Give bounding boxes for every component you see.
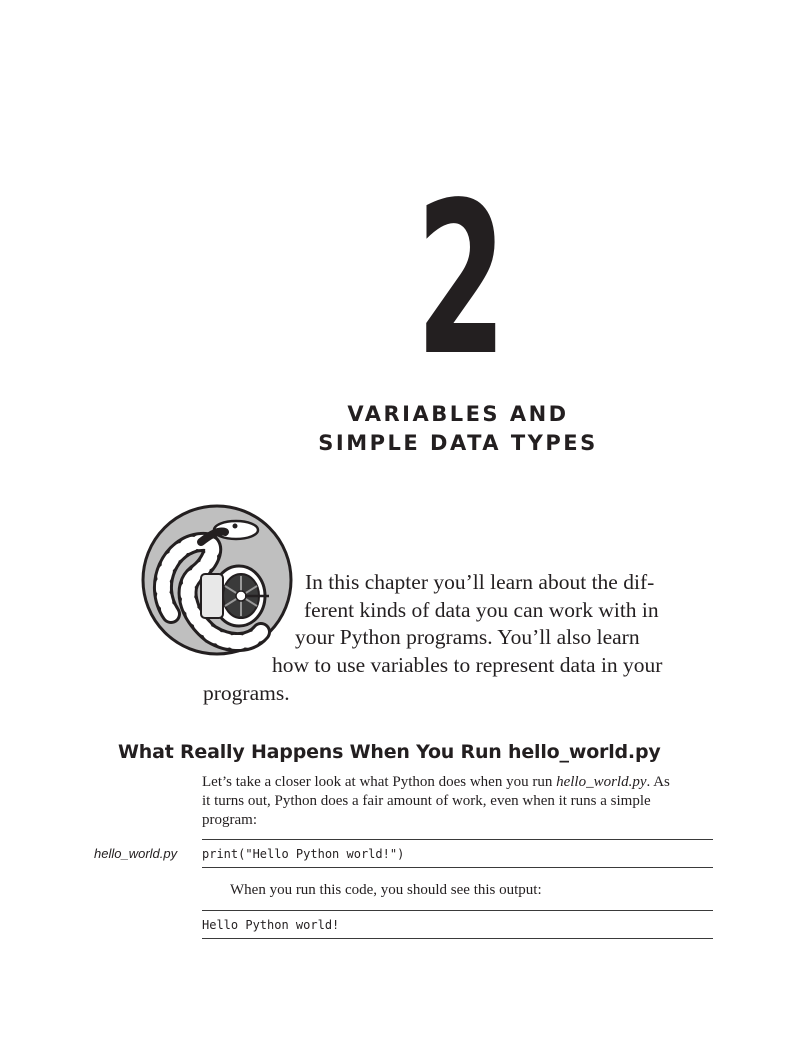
chapter-title-line-1: VARIABLES AND <box>347 402 569 426</box>
python-snake-jet-engine-icon <box>141 504 293 656</box>
section-heading: What Really Happens When You Run hello_world.py <box>118 741 661 763</box>
code-listing: print("Hello Python world!") <box>202 847 405 861</box>
output-rule-bottom <box>202 938 713 939</box>
listing-margin-label: hello_world.py <box>94 846 178 861</box>
body-line-1 <box>202 773 717 792</box>
body-line-3: program: <box>202 812 257 828</box>
chapter-title <box>258 400 658 458</box>
output-listing: Hello Python world! <box>202 918 340 932</box>
body-line-2: it turns out, Python does a fair amount of work, even when it runs a simple <box>202 793 651 809</box>
listing-rule-top <box>202 839 713 840</box>
intro-line-5: programs. <box>203 681 290 705</box>
body-line-1-text: Let’s take a closer look at what Python does when you run <box>202 774 557 790</box>
chapter-title-line-2: SIMPLE DATA TYPES <box>318 431 598 455</box>
listing-rule-bottom <box>202 867 713 868</box>
intro-line-1: In this chapter you’ll learn about the dif- <box>305 570 655 594</box>
filename-reference: hello_world.py <box>556 774 647 790</box>
intro-line-3: your Python programs. You’ll also learn <box>295 625 640 649</box>
intro-line-4: how to use variables to represent data in your <box>272 653 663 677</box>
output-rule-top <box>202 910 713 911</box>
body-paragraph <box>202 773 717 830</box>
chapter-number: 2 <box>415 157 505 402</box>
output-intro: When you run this code, you should see this output: <box>230 882 542 898</box>
body-line-1-end: . As <box>646 774 670 790</box>
intro-line-2: ferent kinds of data you can work with in <box>304 598 659 622</box>
